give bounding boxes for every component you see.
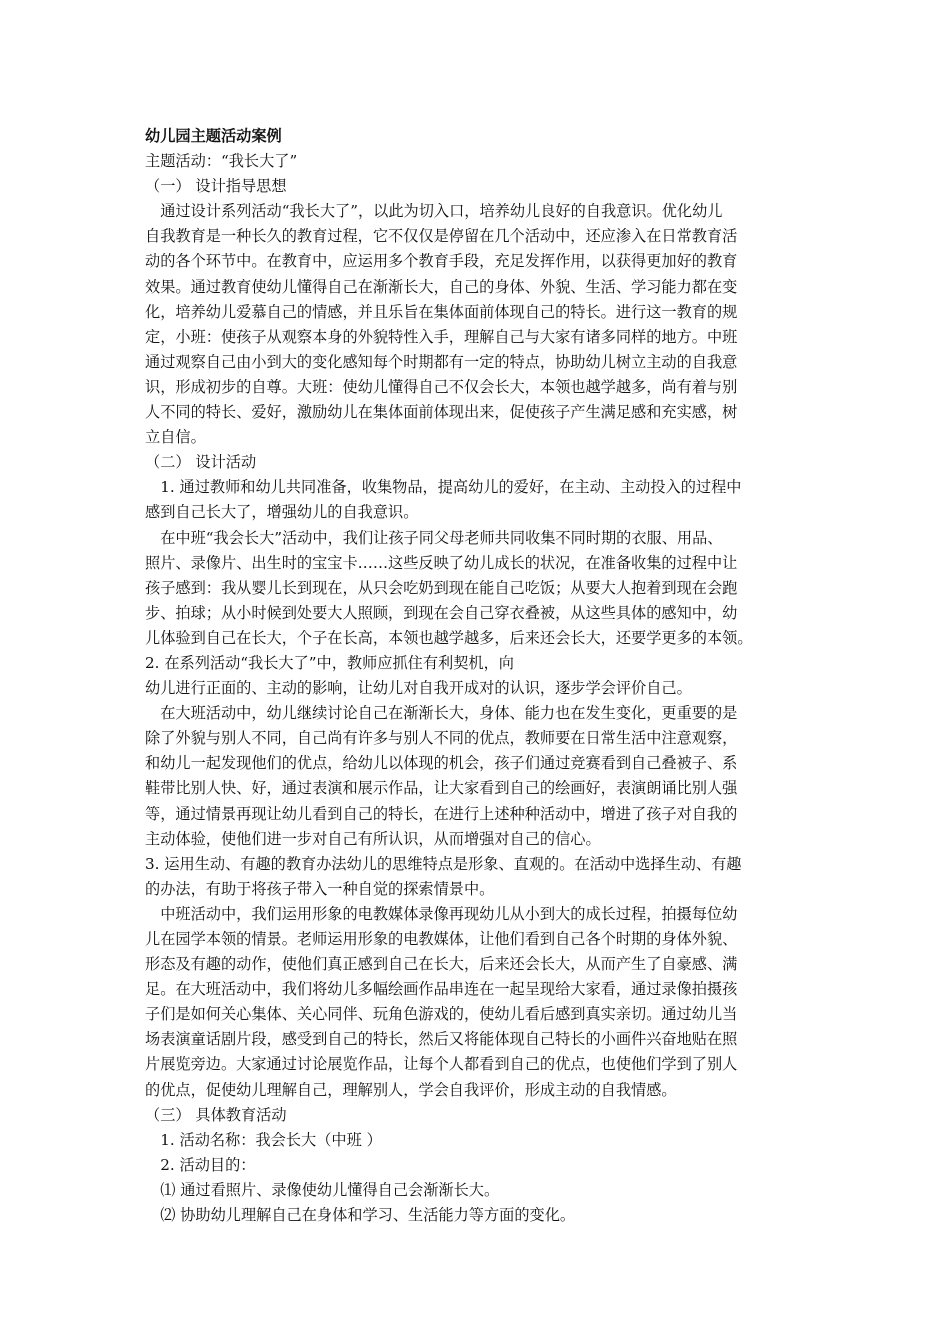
document-title: 幼儿园主题活动案例 — [145, 127, 282, 145]
text-line: 通过观察自己由小到大的变化感知每个时期都有一定的特点，协助幼儿树立主动的自我意 — [145, 352, 738, 371]
text-line: 自我教育是一种长久的教育过程，它不仅仅是停留在几个活动中，还应渗入在日常教育活 — [145, 227, 738, 246]
text-line: 片展览旁边。大家通过讨论展览作品，让每个人都看到自己的优点，也使他们学到了别人 — [145, 1055, 738, 1074]
text-line: 中班活动中，我们运用形象的电教媒体录像再现幼儿从小到大的成长过程，拍摄每位幼 — [145, 904, 738, 923]
text-line: 儿在园学本领的情景。老师运用形象的电教媒体，让他们看到自己各个时期的身体外貌、 — [145, 930, 738, 948]
text-line: 足。在大班活动中，我们将幼儿多幅绘画作品串连在一起呈现给大家看，通过录像拍摄孩 — [145, 980, 738, 999]
text-line: 立自信。 — [145, 428, 206, 447]
text-line: 儿体验到自己在长大，个子在长高，本领也越学越多，后来还会长大，还要学更多的本领。 — [145, 628, 753, 647]
text-line: 主动体验，使他们进一步对自己有所认识，从而增强对自己的信心。 — [145, 829, 601, 848]
document-body — [145, 149, 807, 1228]
text-line: 在大班活动中，幼儿继续讨论自己在渐渐长大，身体、能力也在发生变化，更重要的是 — [145, 704, 738, 723]
text-line: 照片、录像片、出生时的宝宝卡……这些反映了幼儿成长的状况，在准备收集的过程中让 — [145, 553, 738, 572]
text-line: 步、拍球；从小时候到处要大人照顾，到现在会自己穿衣叠被，从这些具体的感知中，幼 — [145, 603, 738, 622]
text-line: 场表演童话剧片段，感受到自己的特长，然后又将能体现自己特长的小画件兴奋地贴在照 — [145, 1030, 738, 1049]
text-line: 化，培养幼儿爱慕自己的情感，并且乐旨在集体面前体现自己的特长。进行这一教育的规 — [145, 302, 738, 321]
text-line: 人不同的特长、爱好，激励幼儿在集体面前体现出来，促使孩子产生满足感和充实感，树 — [145, 403, 738, 422]
text-line: 识，形成初步的自尊。大班：使幼儿懂得自己不仅会长大，本领也越学越多，尚有着与别 — [145, 377, 738, 396]
text-line: 和幼儿一起发现他们的优点，给幼儿以体现的机会，孩子们通过竞赛看到自己叠被子、系 — [145, 754, 738, 773]
text-line: 3. 运用生动、有趣的教育办法幼儿的思维特点是形象、直观的。在活动中选择生动、有趣 — [145, 854, 742, 873]
text-line: 在中班“我会长大”活动中，我们让孩子同父母老师共同收集不同时期的衣服、用品、 — [145, 528, 723, 547]
text-line: 主题活动：“我长大了” — [145, 152, 298, 171]
text-line: 2. 活动目的： — [145, 1155, 256, 1174]
text-line: 孩子感到：我从婴儿长到现在，从只会吃奶到现在能自己吃饭；从要大人抱着到现在会跑 — [145, 578, 738, 597]
text-line: 幼儿进行正面的、主动的影响，让幼儿对自我开成对的认识，逐步学会评价自己。 — [145, 679, 692, 698]
text-line: 通过设计系列活动“我长大了”，以此为切入口，培养幼儿良好的自我意识。优化幼儿 — [145, 202, 723, 221]
text-line: 子们是如何关心集体、关心同伴、玩角色游戏的，使幼儿看后感到真实亲切。通过幼儿当 — [145, 1005, 738, 1024]
text-line: 形态及有趣的动作，使他们真正感到自己在长大，后来还会长大，从而产生了自豪感、满 — [145, 955, 738, 974]
text-line: 的优点，促使幼儿理解自己，理解别人，学会自我评价，形成主动的自我情感。 — [145, 1080, 677, 1099]
text-line: 定，小班：使孩子从观察本身的外貌特性入手，理解自己与大家有诸多同样的地方。中班 — [145, 327, 738, 346]
text-line: （三） 具体教育活动 — [145, 1105, 287, 1124]
text-line: 除了外貌与别人不同，自己尚有许多与别人不同的优点，教师要在日常生活中注意观察， — [145, 729, 738, 748]
text-line: 2. 在系列活动“我长大了”中，教师应抓住有利契机，向 — [145, 653, 514, 672]
text-line: （二） 设计活动 — [145, 453, 257, 472]
document-page — [145, 124, 807, 1228]
text-line: 感到自己长大了，增强幼儿的自我意识。 — [145, 503, 419, 522]
text-line: 1. 活动名称：我会长大（中班 ） — [145, 1130, 382, 1149]
text-line: 动的各个环节中。在教育中，应运用多个教育手段，充足发挥作用，以获得更加好的教育 — [145, 252, 738, 271]
text-line: 鞋带比别人快、好，通过表演和展示作品，让大家看到自己的绘画好，表演朗诵比别人强 — [145, 779, 738, 798]
text-line: ⑴ 通过看照片、录像使幼儿懂得自己会渐渐长大。 — [145, 1180, 500, 1199]
text-line: 效果。通过教育使幼儿懂得自己在渐渐长大，自己的身体、外貌、生活、学习能力都在变 — [145, 277, 738, 296]
text-line: ⑵ 协助幼儿理解自己在身体和学习、生活能力等方面的变化。 — [145, 1206, 576, 1225]
text-line: 的办法，有助于将孩子带入一种自觉的探索情景中。 — [145, 879, 495, 898]
text-line: 等，通过情景再现让幼儿看到自己的特长，在进行上述种种活动中，增进了孩子对自我的 — [145, 804, 738, 823]
text-line: （一） 设计指导思想 — [145, 177, 287, 196]
text-line: 1. 通过教师和幼儿共同准备，收集物品，提高幼儿的爱好，在主动、主动投入的过程中 — [145, 478, 742, 497]
